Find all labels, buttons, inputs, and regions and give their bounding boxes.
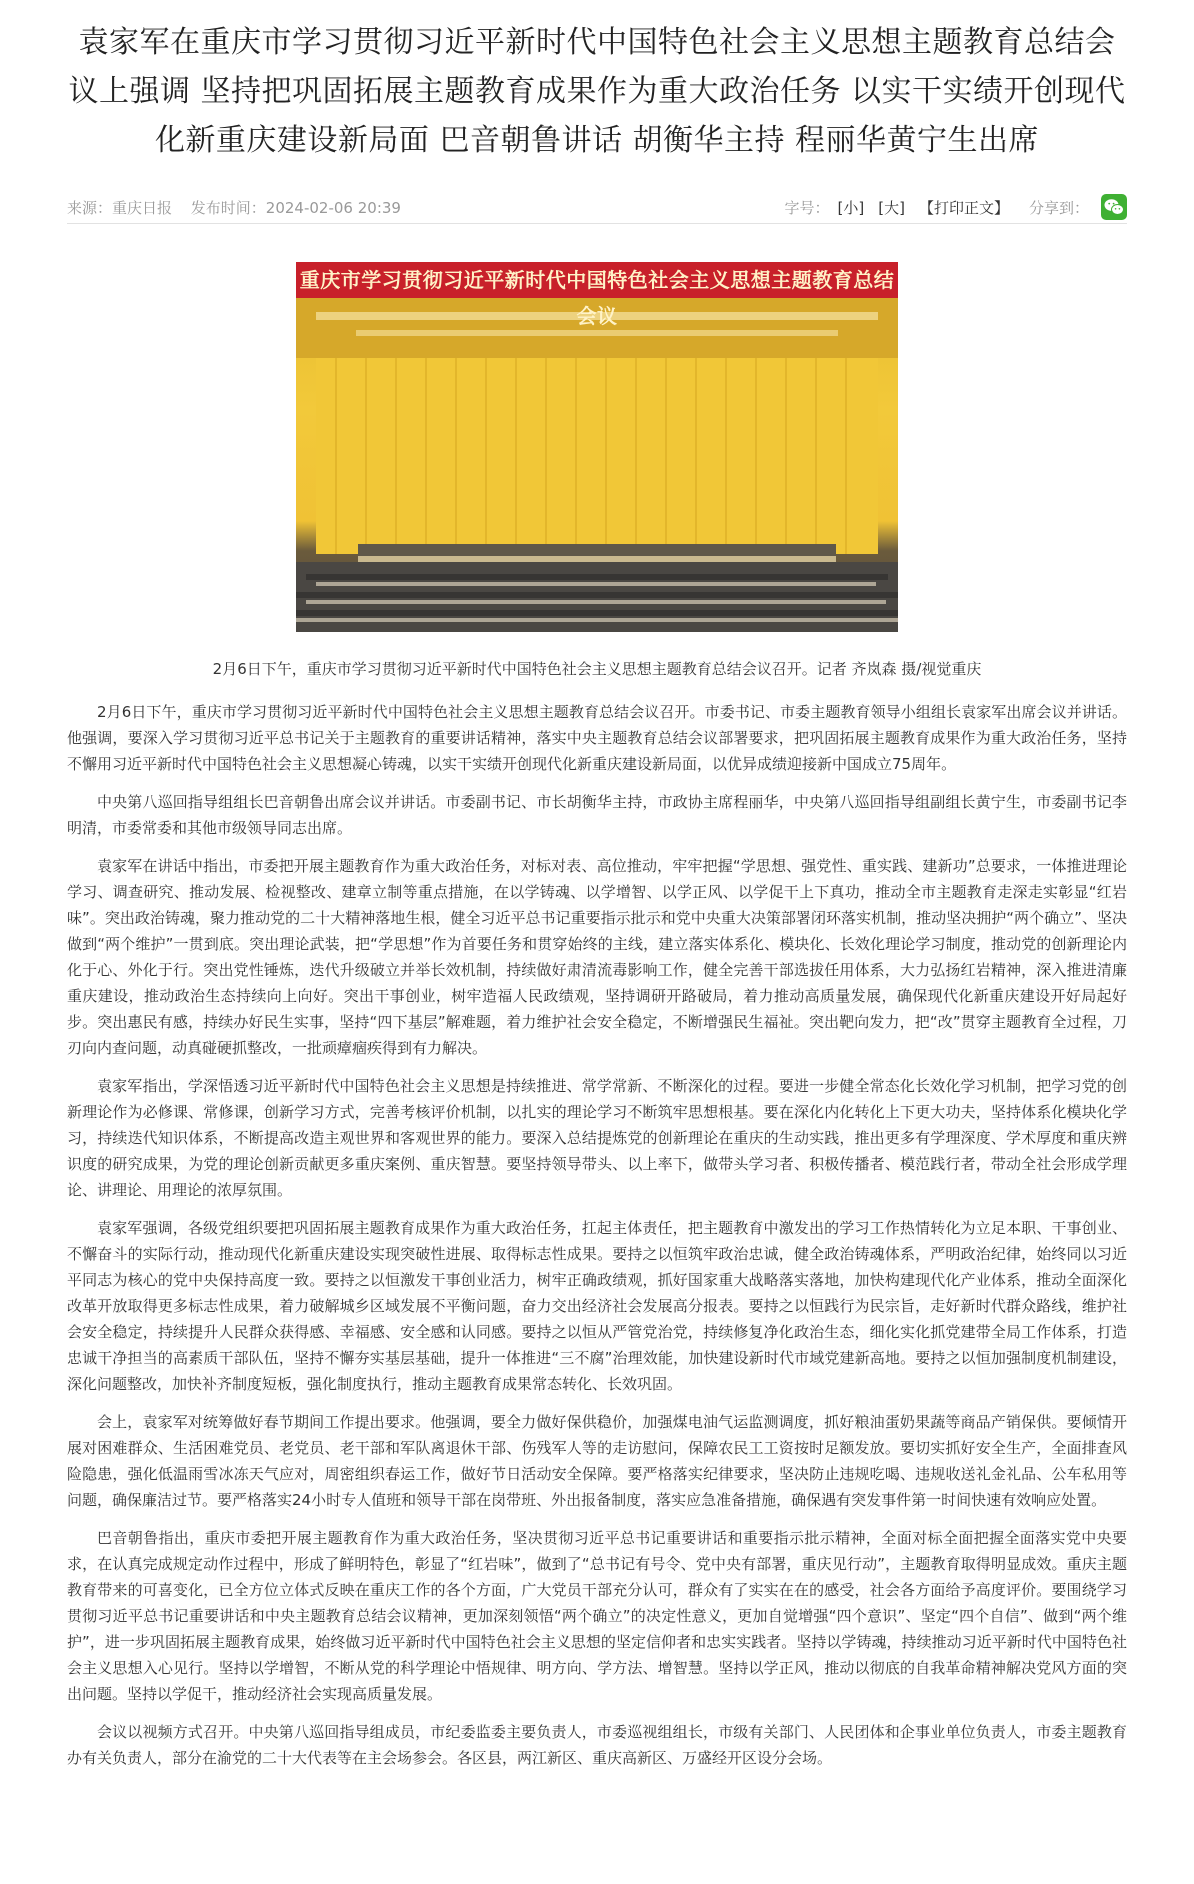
article-figure — [67, 262, 1127, 679]
article-meta-bar — [67, 191, 1127, 224]
article-paragraph: 会上，袁家军对统筹做好春节期间工作提出要求。他强调，要全力做好保供稳价，加强煤电油气运监测调度，抓好粮油蛋奶果蔬等商品产销保供。要倾情开展对困难群众、生活困难党员、老党员、老干部和军队离退休干部、伤残军人等的走访慰问，保障农民工工资按时足额发放。要切实抓好安全生产，全面排查风险隐患，强化低温雨雪冰冻天气应对，周密组织春运工作，做好节日活动安全保障。要严格落实纪律要求，坚决防止违规吃喝、违规收送礼金礼品、公车私用等问题，确保廉洁过节。要严格落实24小时专人值班和领导干部在岗带班、外出报备制度，落实应急准备措施，确保遇有突发事件第一时间快速有效响应处置。 — [67, 1413, 1127, 1509]
photo-banner-text: 重庆市学习贯彻习近平新时代中国特色社会主义思想主题教育总结会议 — [296, 262, 898, 298]
article-paragraph: 袁家军在讲话中指出，市委把开展主题教育作为重大政治任务，对标对表、高位推动，牢牢把握“学思想、强党性、重实践、建新功”总要求，一体推进理论学习、调查研究、推动发展、检视整改、建章立制等重点措施，在以学铸魂、以学增智、以学正风、以学促干上下真功，推动全市主题教育走深走实彰显“红岩味”。突出政治铸魂，聚力推动党的二十大精神落地生根，健全习近平总书记重要指示批示和党中央重大决策部署闭环落实机制，推动坚决拥护“两个确立”、坚决做到“两个维护”一贯到底。突出理论武装，把“学思想”作为首要任务和贯穿始终的主线，建立落实体系化、模块化、长效化理论学习制度，推动党的创新理论内化于心、外化于行。突出党性锤炼，迭代升级破立并举长效机制，持续做好肃清流毒影响工作，健全完善干部选拔任用体系，大力弘扬红岩精神，深入推进清廉重庆建设，推动政治生态持续向上向好。突出干事创业，树牢造福人民政绩观，坚持调研开路破局，着力推动高质量发展，确保现代化新重庆建设开好局起好步。突出惠民有感，持续办好民生实事，坚持“四下基层”解难题，着力维护社会安全稳定，不断增强民生福祉。突出靶向发力，把“改”贯穿主题教育全过程，刀刃向内查问题，动真碰硬抓整改，一批顽瘴痼疾得到有力解决。 — [67, 857, 1127, 1057]
article-paragraph: 2月6日下午，重庆市学习贯彻习近平新时代中国特色社会主义思想主题教育总结会议召开。市委书记、市委主题教育领导小组组长袁家军出席会议并讲话。他强调，要深入学习贯彻习近平总书记关于主题教育的重要讲话精神，落实中央主题教育总结会议部署要求，把巩固拓展主题教育成果作为重大政治任务，坚持不懈用习近平新时代中国特色社会主义思想凝心铸魂，以实干实绩开创现代化新重庆建设新局面，以优异成绩迎接新中国成立75周年。 — [67, 703, 1127, 773]
article-title: 袁家军在重庆市学习贯彻习近平新时代中国特色社会主义思想主题教育总结会议上强调 坚持把巩固拓展主题教育成果作为重大政治任务 以实干实绩开创现代化新重庆建设新局面 巴音朝鲁讲话 胡衡华主持 程丽华黄宁生出席 — [68, 25, 1126, 158]
article-source: 来源：重庆日报 — [67, 198, 173, 217]
article-publish-time: 发布时间：2024-02-06 20:39 — [190, 198, 401, 217]
article-paragraph: 中央第八巡回指导组组长巴音朝鲁出席会议并讲话。市委副书记、市长胡衡华主持，市政协主席程丽华，中央第八巡回指导组副组长黄宁生，市委副书记李明清，市委常委和其他市级领导同志出席。 — [67, 793, 1127, 837]
photo-caption: 2月6日下午，重庆市学习贯彻习近平新时代中国特色社会主义思想主题教育总结会议召开。记者 齐岚森 摄/视觉重庆 — [212, 660, 982, 678]
font-size-label: 字号： — [784, 198, 830, 217]
article-body — [67, 699, 1127, 1771]
article-tools — [785, 194, 1127, 220]
share-label: 分享到： — [1028, 198, 1089, 217]
article-source-info — [67, 197, 415, 218]
wechat-icon[interactable] — [1101, 194, 1127, 220]
article-paragraph: 巴音朝鲁指出，重庆市委把开展主题教育作为重大政治任务，坚决贯彻习近平总书记重要讲话和重要指示批示精神，全面对标全面把握全面落实党中央要求，在认真完成规定动作过程中，形成了鲜明特色，彰显了“红岩味”，做到了“总书记有号令、党中央有部署，重庆见行动”，主题教育取得明显成效。重庆主题教育带来的可喜变化，已全方位立体式反映在重庆工作的各个方面，广大党员干部充分认可，群众有了实实在在的感受，社会各方面给予高度评价。要围绕学习贯彻习近平总书记重要讲话和中央主题教育总结会议精神，更加深刻领悟“两个确立”的决定性意义，更加自觉增强“四个意识”、坚定“四个自信”、做到“两个维护”，进一步巩固拓展主题教育成果，始终做习近平新时代中国特色社会主义思想的坚定信仰者和忠实实践者。坚持以学铸魂，持续推动习近平新时代中国特色社会主义思想入心见行。坚持以学增智，不断从党的科学理论中悟规律、明方向、学方法、增智慧。坚持以学正风，推动以彻底的自我革命精神解决党风方面的突出问题。坚持以学促干，推动经济社会实现高质量发展。 — [67, 1529, 1127, 1703]
conference-photo — [296, 262, 898, 632]
article-page — [67, 0, 1127, 1771]
article-paragraph: 袁家军强调，各级党组织要把巩固拓展主题教育成果作为重大政治任务，扛起主体责任，把主题教育中激发出的学习工作热情转化为立足本职、干事创业、不懈奋斗的实际行动，推动现代化新重庆建设实现突破性进展、取得标志性成果。要持之以恒筑牢政治忠诚，健全政治铸魂体系，严明政治纪律，始终同以习近平同志为核心的党中央保持高度一致。要持之以恒激发干事创业活力，树牢正确政绩观，抓好国家重大战略落实落地，加快构建现代化产业体系，推动全面深化改革开放取得更多标志性成果，着力破解城乡区域发展不平衡问题，奋力交出经济社会发展高分报表。要持之以恒践行为民宗旨，走好新时代群众路线，维护社会安全稳定，持续提升人民群众获得感、幸福感、安全感和认同感。要持之以恒从严管党治党，持续修复净化政治生态，细化实化抓党建带全局工作体系，打造忠诚干净担当的高素质干部队伍，坚持不懈夯实基层基础，提升一体推进“三不腐”治理效能，加快建设新时代市域党建新高地。要持之以恒加强制度机制建设，深化问题整改，加快补齐制度短板，强化制度执行，推动主题教育成果常态转化、长效巩固。 — [67, 1219, 1127, 1393]
article-paragraph: 会议以视频方式召开。中央第八巡回指导组成员，市纪委监委主要负责人，市委巡视组组长，市级有关部门、人民团体和企事业单位负责人，市委主题教育办有关负责人，部分在渝党的二十大代表等在主会场参会。各区县，两江新区、重庆高新区、万盛经开区设分会场。 — [67, 1723, 1127, 1767]
print-button[interactable]: 【打印正文】 — [918, 198, 1009, 217]
font-small-button[interactable]: [小] — [837, 198, 865, 217]
article-paragraph: 袁家军指出，学深悟透习近平新时代中国特色社会主义思想是持续推进、常学常新、不断深化的过程。要进一步健全常态化长效化学习机制，把学习党的创新理论作为必修课、常修课，创新学习方式，完善考核评价机制，以扎实的理论学习不断筑牢思想根基。要在深化内化转化上下更大功夫，坚持体系化模块化学习，持续迭代知识体系，不断提高改造主观世界和客观世界的能力。要深入总结提炼党的创新理论在重庆的生动实践，推出更多有学理深度、学术厚度和重庆辨识度的研究成果，为党的理论创新贡献更多重庆案例、重庆智慧。要坚持领导带头、以上率下，做带头学习者、积极传播者、模范践行者，带动全社会形成学理论、讲理论、用理论的浓厚氛围。 — [67, 1077, 1127, 1199]
font-large-button[interactable]: [大] — [878, 198, 905, 217]
